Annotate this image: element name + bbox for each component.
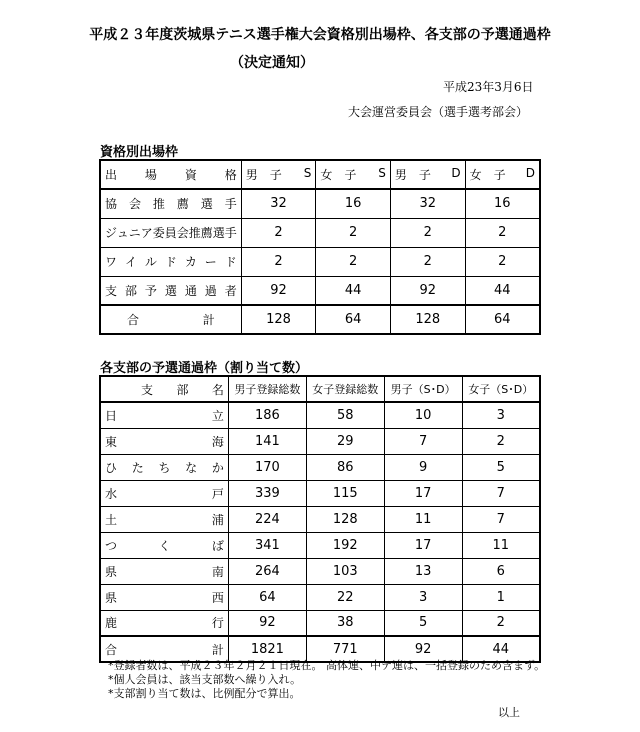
footnotes — [108, 659, 545, 701]
table-row — [100, 532, 540, 558]
total-value: 64 — [465, 305, 540, 334]
cell-value: 16 — [465, 189, 540, 218]
branch-name: 県 南 — [100, 558, 228, 584]
cell-value: 339 — [228, 480, 306, 506]
cell-value: 2 — [462, 610, 540, 636]
header-women-registered: 女子登録総数 — [306, 376, 384, 402]
cell-value: 7 — [462, 506, 540, 532]
cell-value: 92 — [228, 610, 306, 636]
document-subtitle: （決定通知） — [230, 55, 314, 71]
branch-name: 日 立 — [100, 402, 228, 428]
branch-name: 県 西 — [100, 584, 228, 610]
cell-value: 32 — [390, 189, 465, 218]
cell-value: 2 — [390, 247, 465, 276]
cell-value: 11 — [462, 532, 540, 558]
closing-mark: 以上 — [498, 706, 520, 719]
cell-value: 64 — [228, 584, 306, 610]
cell-value: 13 — [384, 558, 462, 584]
cell-value: 44 — [465, 276, 540, 305]
cell-value: 2 — [316, 247, 391, 276]
qualification-table — [99, 159, 541, 335]
table-row — [100, 276, 540, 305]
header-women-singles: 女 子 S — [316, 160, 391, 189]
table-row — [100, 247, 540, 276]
header-label: 出 場 資 格 — [100, 160, 241, 189]
total-label: 合 計 — [100, 636, 228, 662]
cell-value: 264 — [228, 558, 306, 584]
header-men-doubles: 男 子 D — [390, 160, 465, 189]
cell-value: 6 — [462, 558, 540, 584]
cell-value: 92 — [241, 276, 316, 305]
cell-value: 16 — [316, 189, 391, 218]
row-label: 支 部 予 選 通 過 者 — [100, 276, 241, 305]
cell-value: 92 — [390, 276, 465, 305]
document-title: 平成２３年度茨城県テニス選手権大会資格別出場枠、各支部の予選通過枠 — [89, 27, 551, 43]
cell-value: 38 — [306, 610, 384, 636]
cell-value: 58 — [306, 402, 384, 428]
total-value: 64 — [316, 305, 391, 334]
qualification-section-title: 資格別出場枠 — [100, 145, 179, 160]
cell-value: 2 — [241, 218, 316, 247]
table-row — [100, 189, 540, 218]
footnote: *登録者数は、平成２３年２月２１日現在。 高体連、中テ連は、一括登録のため含まず。 — [108, 659, 546, 672]
cell-value: 86 — [306, 454, 384, 480]
cell-value: 2 — [390, 218, 465, 247]
issuing-organization: 大会運営委員会（選手選考部会） — [348, 105, 529, 119]
footnote: *支部割り当て数は、比例配分で算出。 — [108, 687, 301, 700]
table-row — [100, 428, 540, 454]
cell-value: 44 — [316, 276, 391, 305]
table-row — [100, 558, 540, 584]
cell-value: 2 — [465, 247, 540, 276]
cell-value: 5 — [384, 610, 462, 636]
branch-name: 鹿 行 — [100, 610, 228, 636]
cell-value: 192 — [306, 532, 384, 558]
row-label: ワ イ ル ド カ ー ド — [100, 247, 241, 276]
total-value: 92 — [384, 636, 462, 662]
branch-table — [99, 375, 541, 663]
cell-value: 341 — [228, 532, 306, 558]
cell-value: 17 — [384, 480, 462, 506]
cell-value: 11 — [384, 506, 462, 532]
cell-value: 7 — [462, 480, 540, 506]
footnote: *個人会員は、該当支部数へ繰り入れ。 — [108, 673, 302, 686]
cell-value: 224 — [228, 506, 306, 532]
header-men-singles: 男 子 S — [241, 160, 316, 189]
table-row — [100, 506, 540, 532]
cell-value: 29 — [306, 428, 384, 454]
cell-value: 2 — [462, 428, 540, 454]
table-row — [100, 584, 540, 610]
cell-value: 32 — [241, 189, 316, 218]
qualification-header-row — [100, 160, 540, 189]
total-label: 合 計 — [100, 305, 241, 334]
table-row — [100, 402, 540, 428]
row-label: 協 会 推 薦 選 手 — [100, 189, 241, 218]
branch-header-row — [100, 376, 540, 402]
total-row — [100, 305, 540, 334]
branch-name: 土 浦 — [100, 506, 228, 532]
branch-section-title: 各支部の予選通過枠（割り当て数） — [100, 361, 309, 376]
cell-value: 7 — [384, 428, 462, 454]
branch-name: ひ た ち な か — [100, 454, 228, 480]
branch-name: つ く ば — [100, 532, 228, 558]
table-row — [100, 218, 540, 247]
total-value: 128 — [241, 305, 316, 334]
cell-value: 2 — [316, 218, 391, 247]
total-value: 128 — [390, 305, 465, 334]
total-value: 771 — [306, 636, 384, 662]
table-row — [100, 480, 540, 506]
cell-value: 170 — [228, 454, 306, 480]
cell-value: 128 — [306, 506, 384, 532]
header-women-doubles: 女 子 D — [465, 160, 540, 189]
cell-value: 22 — [306, 584, 384, 610]
header-label: 支 部 名 — [100, 376, 228, 402]
table-row — [100, 610, 540, 636]
cell-value: 3 — [462, 402, 540, 428]
cell-value: 10 — [384, 402, 462, 428]
cell-value: 2 — [465, 218, 540, 247]
cell-value: 1 — [462, 584, 540, 610]
cell-value: 141 — [228, 428, 306, 454]
header-men-quota: 男子（S･D） — [384, 376, 462, 402]
cell-value: 3 — [384, 584, 462, 610]
cell-value: 5 — [462, 454, 540, 480]
cell-value: 103 — [306, 558, 384, 584]
cell-value: 9 — [384, 454, 462, 480]
cell-value: 17 — [384, 532, 462, 558]
branch-name: 東 海 — [100, 428, 228, 454]
row-label: ジュニア委員会推薦選手 — [100, 218, 241, 247]
total-value: 44 — [462, 636, 540, 662]
total-value: 1821 — [228, 636, 306, 662]
cell-value: 2 — [241, 247, 316, 276]
cell-value: 115 — [306, 480, 384, 506]
table-row — [100, 454, 540, 480]
issue-date: 平成23年3月6日 — [443, 80, 534, 94]
branch-name: 水 戸 — [100, 480, 228, 506]
header-men-registered: 男子登録総数 — [228, 376, 306, 402]
header-women-quota: 女子（S･D） — [462, 376, 540, 402]
cell-value: 186 — [228, 402, 306, 428]
